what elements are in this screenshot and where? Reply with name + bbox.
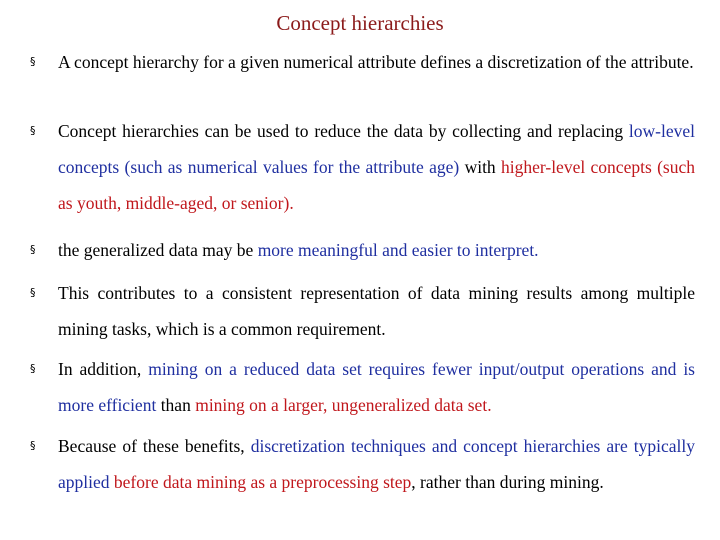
bullet-item	[30, 428, 695, 500]
bullet-item	[30, 113, 695, 221]
text-run: higher-level concepts (such as youth, middle-aged, or senior).	[58, 157, 695, 213]
text-run: Because of these benefits,	[58, 436, 251, 456]
text-run: the generalized data may be	[58, 240, 258, 260]
text-run: A concept hierarchy for a given numerical attribute defines a discretization of the attribute.	[58, 52, 694, 72]
bullet-text	[58, 351, 695, 423]
bullet-item	[30, 351, 695, 423]
text-run: mining on a reduced data set requires fewer input/output operations and is more efficient	[58, 359, 695, 415]
text-run: discretization techniques and concept hierarchies are typically applied	[58, 436, 696, 492]
bullet-text	[58, 428, 695, 500]
bullet-marker-icon: §	[30, 243, 36, 256]
bullet-marker-icon: §	[30, 55, 36, 68]
bullet-item	[30, 44, 695, 80]
text-run: more meaningful and easier to interpret.	[257, 240, 539, 260]
text-run: This contributes to a consistent representation of data mining results among multiple mining tasks, which is a common requirement.	[58, 283, 695, 339]
bullet-marker-icon: §	[30, 362, 36, 375]
bullet-text	[58, 44, 695, 80]
text-run: with	[459, 157, 502, 177]
bullet-item	[30, 232, 695, 268]
bullet-text	[58, 275, 695, 347]
text-run: before data mining as a preprocessing step	[113, 472, 412, 492]
text-run: than	[156, 395, 196, 415]
bullet-marker-icon: §	[30, 286, 36, 299]
slide-title: Concept hierarchies	[276, 11, 444, 35]
bullet-marker-icon: §	[30, 124, 36, 137]
text-run: In addition,	[58, 359, 149, 379]
bullet-text	[58, 113, 695, 221]
bullet-text	[58, 232, 695, 268]
text-run: mining on a larger, ungeneralized data set.	[195, 395, 492, 415]
bullet-item	[30, 275, 695, 347]
text-run: , rather than during mining.	[411, 472, 604, 492]
text-run: Concept hierarchies can be used to reduce the data by collecting and replacing	[58, 121, 629, 141]
text-run: low-level concepts (such as numerical values for the attribute age)	[58, 121, 695, 177]
bullet-marker-icon: §	[30, 439, 36, 452]
